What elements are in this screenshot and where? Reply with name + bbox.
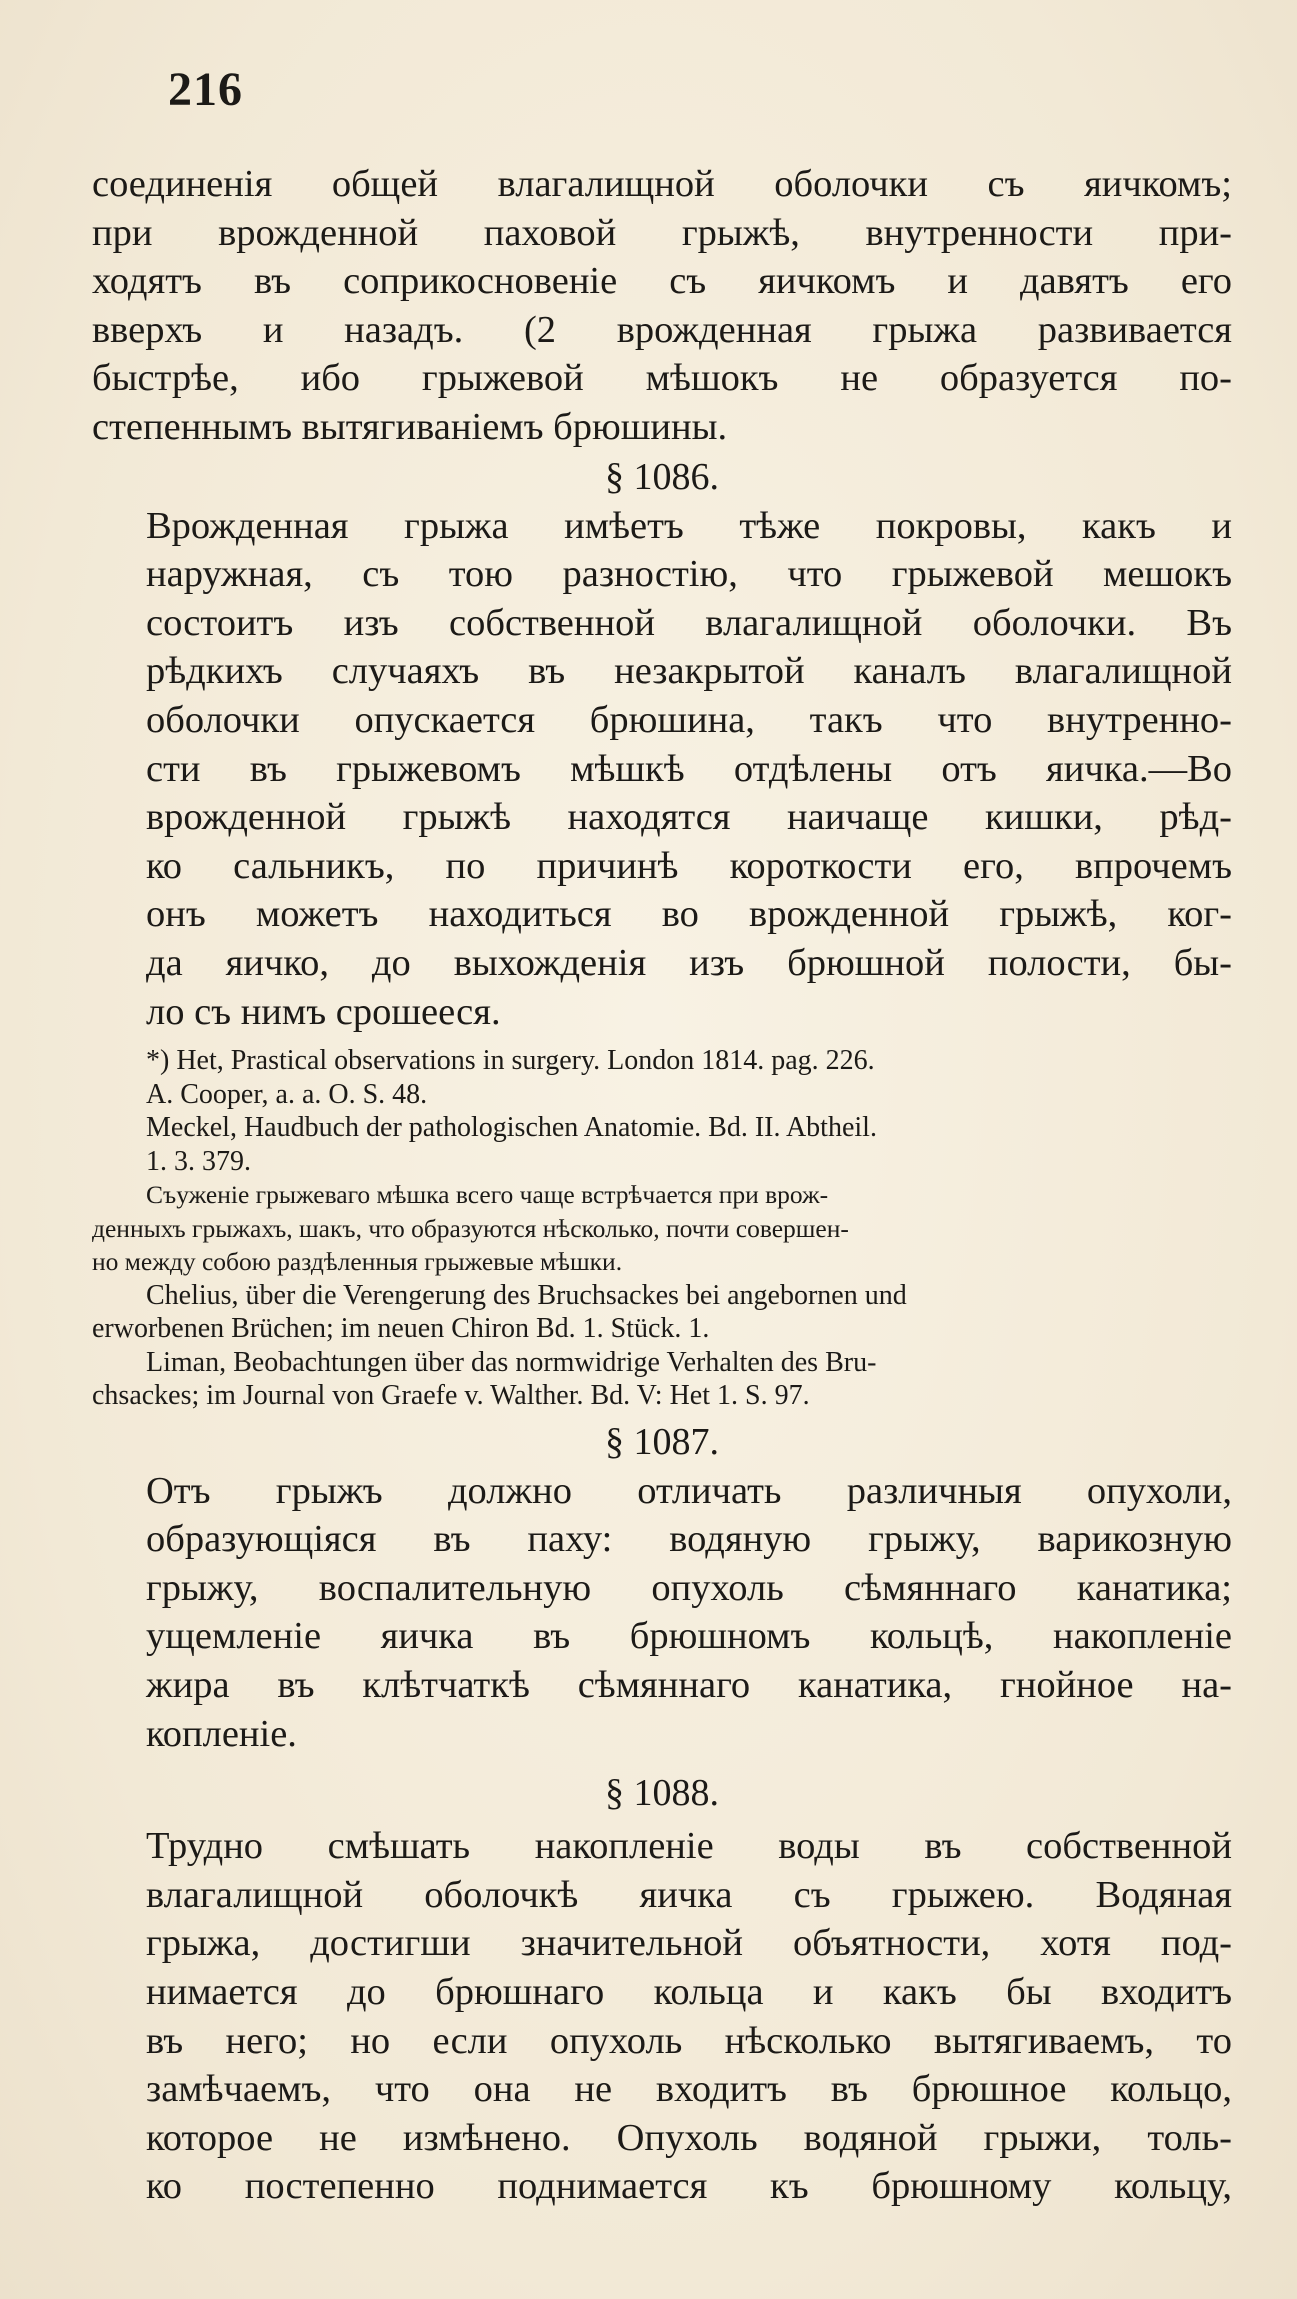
text-line: степеннымъ вытягиваніемъ брюшины. xyxy=(92,405,728,448)
text-line: наружная, съ тою разностію, что грыжевой мешокъ xyxy=(146,553,1232,596)
text-line: грыжу, воспалительную опухоль сѣмяннаго канатика; xyxy=(146,1566,1232,1609)
text-line: оболочки опускается брюшина, такъ что внутренно- xyxy=(146,698,1232,741)
text-line: ущемленіе яичка въ брюшномъ кольцѣ, накопленіе xyxy=(146,1615,1232,1658)
text-line: въ него; но если опухоль нѣсколько вытягиваемъ, то xyxy=(146,2019,1232,2062)
text-line: влагалищной оболочкѣ яичка съ грыжею. Водяная xyxy=(146,1873,1232,1916)
text-line: врожденной грыжѣ находятся наичаще кишки, рѣд- xyxy=(146,796,1232,839)
text-line: грыжа, достигши значительной объятности, хотя под- xyxy=(146,1922,1232,1965)
text-line: нимается до брюшнаго кольца и какъ бы входитъ xyxy=(146,1970,1232,2013)
section-heading-1088: § 1088. xyxy=(605,1772,719,1815)
text-line: состоитъ изъ собственной влагалищной оболочки. Въ xyxy=(146,601,1232,644)
footnote-line: 1. 3. 379. xyxy=(146,1145,251,1177)
text-line: быстрѣе, ибо грыжевой мѣшокъ не образуется по- xyxy=(92,357,1232,400)
footnote-line: *) Het, Prastical observations in surgery. London 1814. pag. 226. xyxy=(146,1045,875,1077)
footnote-line: erworbenen Brüchen; im neuen Chiron Bd. 1. Stück. 1. xyxy=(92,1313,710,1345)
footnote-line: Chelius, über die Verengerung des Bruchsackes bei angebornen und xyxy=(146,1279,907,1311)
text-line: образующіяся въ паху: водяную грыжу, варикозную xyxy=(146,1518,1232,1561)
footnote-line: Liman, Beobachtungen über das normwidrige Verhalten des Bru- xyxy=(146,1346,877,1378)
footnotes xyxy=(92,1044,1232,1413)
text-line: сти въ грыжевомъ мѣшкѣ отдѣлены отъ яичка.—Во xyxy=(146,747,1232,790)
text-line: ло съ нимъ срошееся. xyxy=(146,990,501,1033)
text-line: жира въ клѣтчаткѣ сѣмяннаго канатика, гнойное на- xyxy=(146,1663,1232,1706)
text-line: замѣчаемъ, что она не входитъ въ брюшное кольцо, xyxy=(146,2068,1232,2111)
text-line: при врожденной паховой грыжѣ, внутренности при- xyxy=(92,211,1232,254)
footnote-line: Meckel, Haudbuch der pathologischen Anatomie. Bd. II. Abtheil. xyxy=(146,1112,877,1144)
footnote-line: A. Cooper, a. a. O. S. 48. xyxy=(146,1078,428,1110)
intro-paragraph xyxy=(92,160,1232,452)
paragraph-1086 xyxy=(92,502,1232,1037)
footnote-line: Съуженіе грыжеваго мѣшка всего чаще встрѣчается при врож- xyxy=(146,1180,829,1210)
paragraph-1087 xyxy=(92,1467,1232,1759)
paragraph-1088 xyxy=(92,1822,1232,2211)
text-line: которое не измѣнено. Опухоль водяной грыжи, толь- xyxy=(146,2116,1232,2159)
text-line: да яичко, до выхожденія изъ брюшной полости, бы- xyxy=(146,941,1232,984)
footnote-line: но между собою раздѣленныя грыжевые мѣшки. xyxy=(92,1247,623,1277)
text-line: Отъ грыжъ должно отличать различныя опухоли, xyxy=(146,1469,1232,1512)
text-line: онъ можетъ находиться во врожденной грыжѣ, ког- xyxy=(146,893,1232,936)
section-heading-1086: § 1086. xyxy=(605,455,719,498)
text-line: вверхъ и назадъ. (2 врожденная грыжа развивается xyxy=(92,308,1232,351)
footnote-line: денныхъ грыжахъ, шакъ, что образуются нѣсколько, почти совершен- xyxy=(92,1213,849,1243)
text-line: ходятъ въ соприкосновеніе съ яичкомъ и давятъ его xyxy=(92,260,1232,303)
text-line: Врожденная грыжа имѣетъ тѣже покровы, какъ и xyxy=(146,504,1232,547)
text-line: копленіе. xyxy=(146,1712,297,1755)
page-number: 216 xyxy=(168,63,243,116)
section-heading-1087: § 1087. xyxy=(605,1420,719,1463)
footnote-line: chsackes; im Journal von Graefe v. Walther. Bd. V: Het 1. S. 97. xyxy=(92,1380,810,1412)
text-line: Трудно смѣшать накопленіе воды въ собственной xyxy=(146,1825,1232,1868)
text-line: ко сальникъ, по причинѣ короткости его, впрочемъ xyxy=(146,844,1232,887)
text-line: рѣдкихъ случаяхъ въ незакрытой каналъ влагалищной xyxy=(146,650,1232,693)
text-line: ко постепенно поднимается къ брюшному кольцу, xyxy=(146,2165,1232,2208)
page-body xyxy=(92,160,1232,2211)
text-line: соединенія общей влагалищной оболочки съ яичкомъ; xyxy=(92,163,1232,205)
